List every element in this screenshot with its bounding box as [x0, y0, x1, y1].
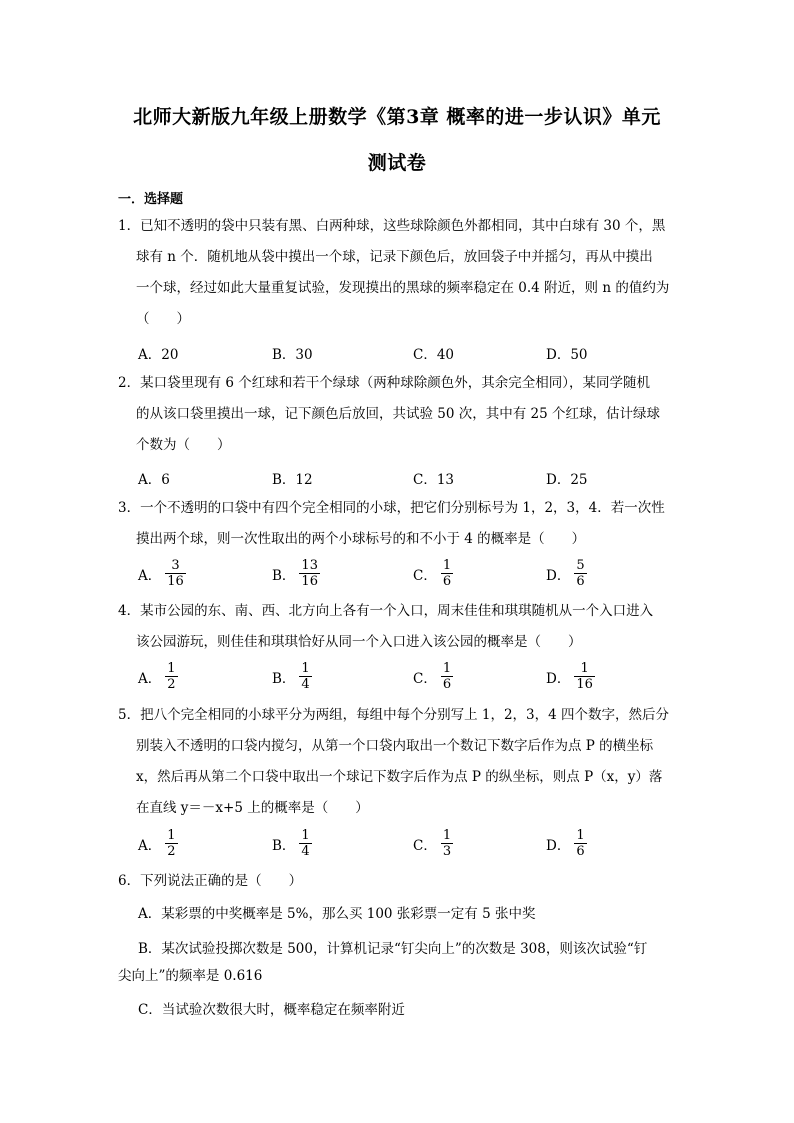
option-b: B．12: [272, 472, 313, 488]
option-b: [272, 558, 320, 589]
denominator: 2: [167, 844, 176, 859]
fraction: [165, 661, 177, 692]
question-line: （ ）: [136, 311, 190, 327]
question-1: [118, 211, 678, 335]
denominator: 6: [576, 844, 585, 859]
option-a: A．20: [138, 347, 179, 363]
numerator: 1: [301, 828, 310, 843]
option-c: C．40: [413, 347, 455, 363]
option-label: A．: [138, 837, 162, 854]
numerator: 1: [167, 661, 176, 676]
option-label: B．: [272, 567, 296, 584]
numerator: 1: [574, 661, 595, 677]
question-5: [118, 700, 678, 824]
option-label: C．: [413, 567, 437, 584]
fraction: [165, 828, 177, 859]
denominator: 16: [301, 574, 318, 589]
options-row: [138, 558, 678, 592]
option-label: D．: [546, 837, 571, 854]
option-d: [546, 558, 587, 589]
option-d: D．50: [546, 347, 588, 363]
fraction: [574, 828, 586, 859]
option-b: [272, 828, 312, 859]
question-line: 4．某市公园的东、南、西、北方向上各有一个入口，周末佳佳和琪琪随机从一个入口进入: [118, 603, 654, 619]
numerator: 1: [442, 558, 452, 573]
statement-b-cont: 尖向上”的频率是 0.616: [118, 968, 263, 984]
option-b: [272, 661, 312, 692]
denominator: 16: [576, 677, 593, 692]
numerator: 1: [167, 828, 176, 843]
option-c: [413, 558, 453, 589]
option-d: [546, 828, 587, 859]
question-6: [118, 866, 678, 897]
option-a: A．6: [138, 472, 170, 488]
question-line: 6．下列说法正确的是（ ）: [118, 873, 303, 889]
fraction: [574, 661, 595, 692]
option-a: [138, 558, 186, 589]
option-d: D．25: [546, 472, 588, 488]
option-c: [413, 828, 453, 859]
question-2: [118, 368, 678, 461]
question-line: 一个球，经过如此大量重复试验，发现摸出的黑球的频率稳定在 0.4 附近，则 n 的值约为: [136, 280, 670, 296]
question-line: 个数为（ ）: [136, 437, 231, 453]
denominator: 16: [167, 574, 184, 589]
question-line: x，然后再从第二个口袋中取出一个球记下数字后作为点 P 的纵坐标，则点 P（x，y）落: [136, 769, 663, 785]
numerator: 5: [576, 558, 585, 573]
question-3: [118, 493, 678, 555]
denominator: 4: [301, 677, 310, 692]
question-line: 球有 n 个．随机地从袋中摸出一个球，记录下颜色后，放回袋子中并摇匀，再从中摸出: [136, 249, 653, 265]
option-c: [413, 661, 453, 692]
question-line: 在直线 y＝－x+5 上的概率是（ ）: [136, 800, 369, 816]
option-label: B．: [272, 670, 296, 687]
title-line-2: 测试卷: [367, 152, 427, 174]
numerator: 3: [165, 558, 186, 574]
option-c: C．13: [413, 472, 455, 488]
denominator: 6: [442, 574, 452, 589]
question-line: 摸出两个球，则一次性取出的两个小球标号的和不小于 4 的概率是（ ）: [136, 531, 586, 547]
numerator: 1: [576, 828, 585, 843]
title-line-1: 北师大新版九年级上册数学《第3章 概率的进一步认识》单元: [133, 106, 661, 128]
option-label: B．: [272, 837, 296, 854]
numerator: 13: [301, 558, 318, 573]
fraction: [299, 828, 311, 859]
options-row: [138, 343, 678, 363]
fraction: [441, 828, 453, 859]
option-label: D．: [546, 567, 571, 584]
question-line: 别装入不透明的口袋内搅匀，从第一个口袋内取出一个数记下数字后作为点 P 的横坐标: [136, 738, 654, 754]
denominator: 3: [442, 844, 452, 859]
option-d: [546, 661, 595, 692]
statement-a: A．某彩票的中奖概率是 5%，那么买 100 张彩票一定有 5 张中奖: [138, 906, 536, 922]
fraction: [574, 558, 586, 589]
section-heading: 一．选择题: [118, 192, 184, 207]
option-label: D．: [546, 670, 571, 687]
fraction: [441, 558, 453, 589]
denominator: 6: [576, 574, 585, 589]
fraction: [441, 661, 453, 692]
denominator: 4: [301, 844, 310, 859]
fraction: [299, 558, 320, 589]
option-label: A．: [138, 567, 162, 584]
fraction: [165, 558, 186, 589]
question-4: [118, 596, 678, 658]
fraction: [299, 661, 311, 692]
question-line: 的从该口袋里摸出一球，记下颜色后放回，共试验 50 次，其中有 25 个红球，估计绿球: [136, 406, 661, 422]
numerator: 1: [442, 828, 452, 843]
question-line: 3．一个不透明的口袋中有四个完全相同的小球，把它们分别标号为 1，2，3，4．若一次性: [118, 500, 665, 516]
question-line: 2．某口袋里现有 6 个红球和若干个绿球（两种球除颜色外，其余完全相同），某同学随机: [118, 375, 651, 391]
options-row: [138, 828, 678, 862]
numerator: 1: [442, 661, 452, 676]
options-row: [138, 661, 678, 695]
option-b: B．30: [272, 347, 313, 363]
option-a: [138, 828, 178, 859]
statement-c: C．当试验次数很大时，概率稳定在频率附近: [138, 1002, 405, 1018]
question-line: 5．把八个完全相同的小球平分为两组，每组中每个分别写上 1，2，3，4 四个数字，然后分: [118, 707, 670, 723]
statement-b: B．某次试验投掷次数是 500，计算机记录“钉尖向上”的次数是 308，则该次试验“钉: [138, 941, 648, 957]
option-label: C．: [413, 670, 437, 687]
denominator: 2: [167, 677, 176, 692]
question-line: 1．已知不透明的袋中只装有黑、白两种球，这些球除颜色外都相同，其中白球有 30 个，黑: [118, 218, 666, 234]
question-line: 该公园游玩，则佳佳和琪琪恰好从同一个入口进入该公园的概率是（ ）: [136, 634, 582, 650]
numerator: 1: [301, 661, 310, 676]
options-row: [138, 468, 678, 488]
denominator: 6: [442, 677, 452, 692]
option-label: A．: [138, 670, 162, 687]
option-a: [138, 661, 178, 692]
option-label: C．: [413, 837, 437, 854]
